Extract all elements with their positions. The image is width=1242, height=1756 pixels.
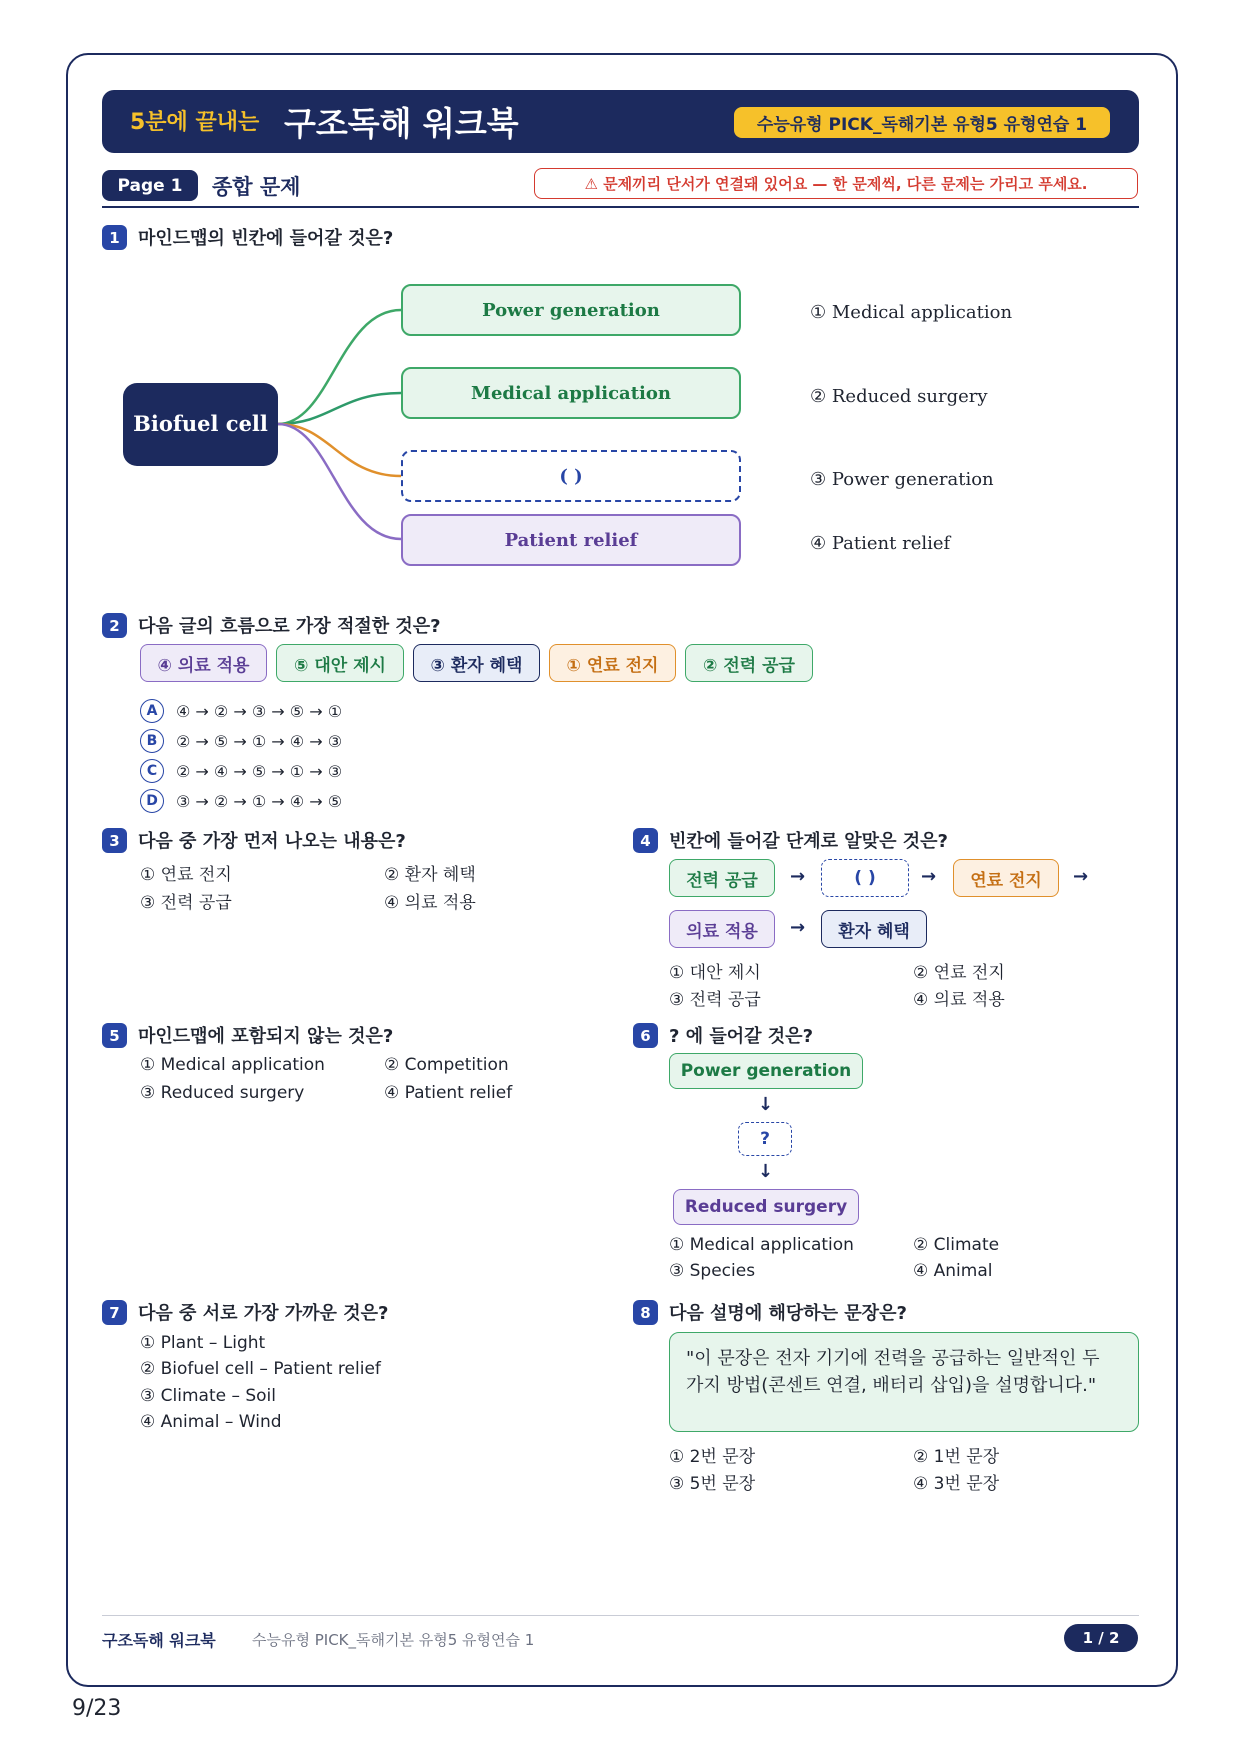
question-number: 2	[102, 613, 127, 638]
header-badge: 수능유형 PICK_독해기본 유형5 유형연습 1	[734, 107, 1110, 138]
option-3[interactable]: ③ 5번 문장	[669, 1474, 756, 1494]
sentence-tag: ② 전력 공급	[685, 644, 813, 682]
flow-step: 의료 적용	[669, 910, 775, 948]
flow-step: 연료 전지	[953, 859, 1059, 897]
flow-step: 환자 혜택	[821, 910, 927, 948]
question-text: 마인드맵에 포함되지 않는 것은?	[138, 1026, 394, 1047]
option-1[interactable]: ① Medical application	[140, 1055, 325, 1075]
option-3[interactable]: ③ Species	[669, 1261, 756, 1281]
choice-a[interactable]	[140, 699, 342, 723]
down-arrow: ↓	[758, 1094, 774, 1115]
option-1[interactable]: ① Medical application	[810, 302, 1013, 323]
choice-letter: C	[140, 759, 164, 783]
sheet-number: 9/23	[72, 1696, 122, 1721]
question-number: 5	[102, 1023, 127, 1048]
sentence-tag: ⑤ 대안 제시	[276, 644, 404, 682]
question-number: 3	[102, 828, 127, 853]
option-3[interactable]: ③ Reduced surgery	[140, 1083, 305, 1103]
header-rule	[102, 206, 1139, 208]
mindmap-root: Biofuel cell	[123, 383, 278, 466]
connector-line	[278, 424, 401, 539]
page-label: Page 1	[102, 170, 198, 201]
flow-blank[interactable]: ( )	[821, 859, 909, 897]
question-number: 6	[633, 1023, 658, 1048]
question-text: 빈칸에 들어갈 단계로 알맞은 것은?	[669, 831, 948, 852]
diagram-top-box: Power generation	[669, 1053, 863, 1089]
option-3[interactable]: ③ Climate – Soil	[140, 1386, 277, 1406]
sentence-tag: ① 연료 전지	[549, 644, 676, 682]
mindmap-node: Power generation	[401, 284, 741, 336]
question-number: 1	[102, 225, 127, 250]
option-3[interactable]: ③ Power generation	[810, 469, 994, 490]
flow-arrow: →	[1073, 866, 1089, 887]
choice-sequence: ② → ⑤ → ① → ④ → ③	[176, 731, 343, 751]
choice-letter: D	[140, 789, 164, 813]
question-text: ? 에 들어갈 것은?	[669, 1026, 814, 1047]
choice-sequence: ④ → ② → ③ → ⑤ → ①	[176, 701, 343, 721]
option-2[interactable]: ② 1번 문장	[913, 1447, 1000, 1467]
question-text: 마인드맵의 빈칸에 들어갈 것은?	[138, 228, 394, 249]
header-title: 구조독해 워크북	[284, 104, 519, 143]
question-text: 다음 글의 흐름으로 가장 적절한 것은?	[138, 616, 441, 637]
option-4[interactable]: ④ Animal – Wind	[140, 1412, 282, 1432]
footer-title: 구조독해 워크북	[102, 1631, 216, 1650]
choice-c[interactable]	[140, 759, 342, 783]
option-2[interactable]: ② Biofuel cell – Patient relief	[140, 1359, 381, 1379]
flow-arrow: →	[790, 866, 806, 887]
footer-rule	[102, 1615, 1139, 1616]
flow-arrow: →	[790, 917, 806, 938]
mindmap-connectors	[270, 280, 410, 550]
diagram-blank[interactable]: ?	[738, 1122, 792, 1156]
page-indicator: 1 / 2	[1064, 1624, 1138, 1652]
option-3[interactable]: ③ 전력 공급	[140, 893, 232, 913]
flow-step: 전력 공급	[669, 859, 775, 897]
option-4[interactable]: ④ Patient relief	[810, 533, 951, 554]
question-text: 다음 중 서로 가장 가까운 것은?	[138, 1303, 389, 1324]
section-title: 종합 문제	[212, 175, 301, 199]
flow-arrow: →	[921, 866, 937, 887]
option-1[interactable]: ① 2번 문장	[669, 1447, 756, 1467]
choice-sequence: ③ → ② → ① → ④ → ⑤	[176, 791, 343, 811]
question-number: 7	[102, 1300, 127, 1325]
option-2[interactable]: ② 연료 전지	[913, 963, 1005, 983]
sentence-tag: ④ 의료 적용	[140, 644, 267, 682]
option-2[interactable]: ② Climate	[913, 1235, 1000, 1255]
option-4[interactable]: ④ Animal	[913, 1261, 993, 1281]
question-number: 8	[633, 1300, 658, 1325]
option-1[interactable]: ① Medical application	[669, 1235, 854, 1255]
option-4[interactable]: ④ Patient relief	[384, 1083, 513, 1103]
connector-line	[278, 424, 401, 476]
question-text: 다음 중 가장 먼저 나오는 내용은?	[138, 831, 406, 852]
mindmap-blank[interactable]: ( )	[401, 450, 741, 502]
option-1[interactable]: ① Plant – Light	[140, 1333, 266, 1353]
mindmap-node: Medical application	[401, 367, 741, 419]
option-3[interactable]: ③ 전력 공급	[669, 990, 761, 1010]
sentence-tag: ③ 환자 혜택	[413, 644, 540, 682]
choice-d[interactable]	[140, 789, 342, 813]
option-2[interactable]: ② Reduced surgery	[810, 386, 988, 407]
choice-letter: A	[140, 699, 164, 723]
option-1[interactable]: ① 대안 제시	[669, 963, 761, 983]
option-4[interactable]: ④ 의료 적용	[384, 893, 476, 913]
option-1[interactable]: ① 연료 전지	[140, 865, 232, 885]
header-subtitle: 5분에 끝내는	[130, 110, 260, 135]
option-2[interactable]: ② Competition	[384, 1055, 509, 1075]
choice-sequence: ② → ④ → ⑤ → ① → ③	[176, 761, 343, 781]
choice-b[interactable]	[140, 729, 342, 753]
question-number: 4	[633, 828, 658, 853]
footer-subtitle: 수능유형 PICK_독해기본 유형5 유형연습 1	[252, 1631, 535, 1649]
down-arrow: ↓	[758, 1161, 774, 1182]
option-4[interactable]: ④ 3번 문장	[913, 1474, 1000, 1494]
warning-banner: ⚠ 문제끼리 단서가 연결돼 있어요 — 한 문제씩, 다른 문제는 가리고 푸세요.	[534, 168, 1138, 199]
option-2[interactable]: ② 환자 혜택	[384, 865, 476, 885]
choice-letter: B	[140, 729, 164, 753]
description-quote: "이 문장은 전자 기기에 전력을 공급하는 일반적인 두 가지 방법(콘센트 연결, 배터리 삽입)을 설명합니다."	[669, 1332, 1139, 1432]
diagram-bottom-box: Reduced surgery	[673, 1189, 859, 1225]
question-text: 다음 설명에 해당하는 문장은?	[669, 1303, 907, 1324]
option-4[interactable]: ④ 의료 적용	[913, 990, 1005, 1010]
mindmap-node: Patient relief	[401, 514, 741, 566]
